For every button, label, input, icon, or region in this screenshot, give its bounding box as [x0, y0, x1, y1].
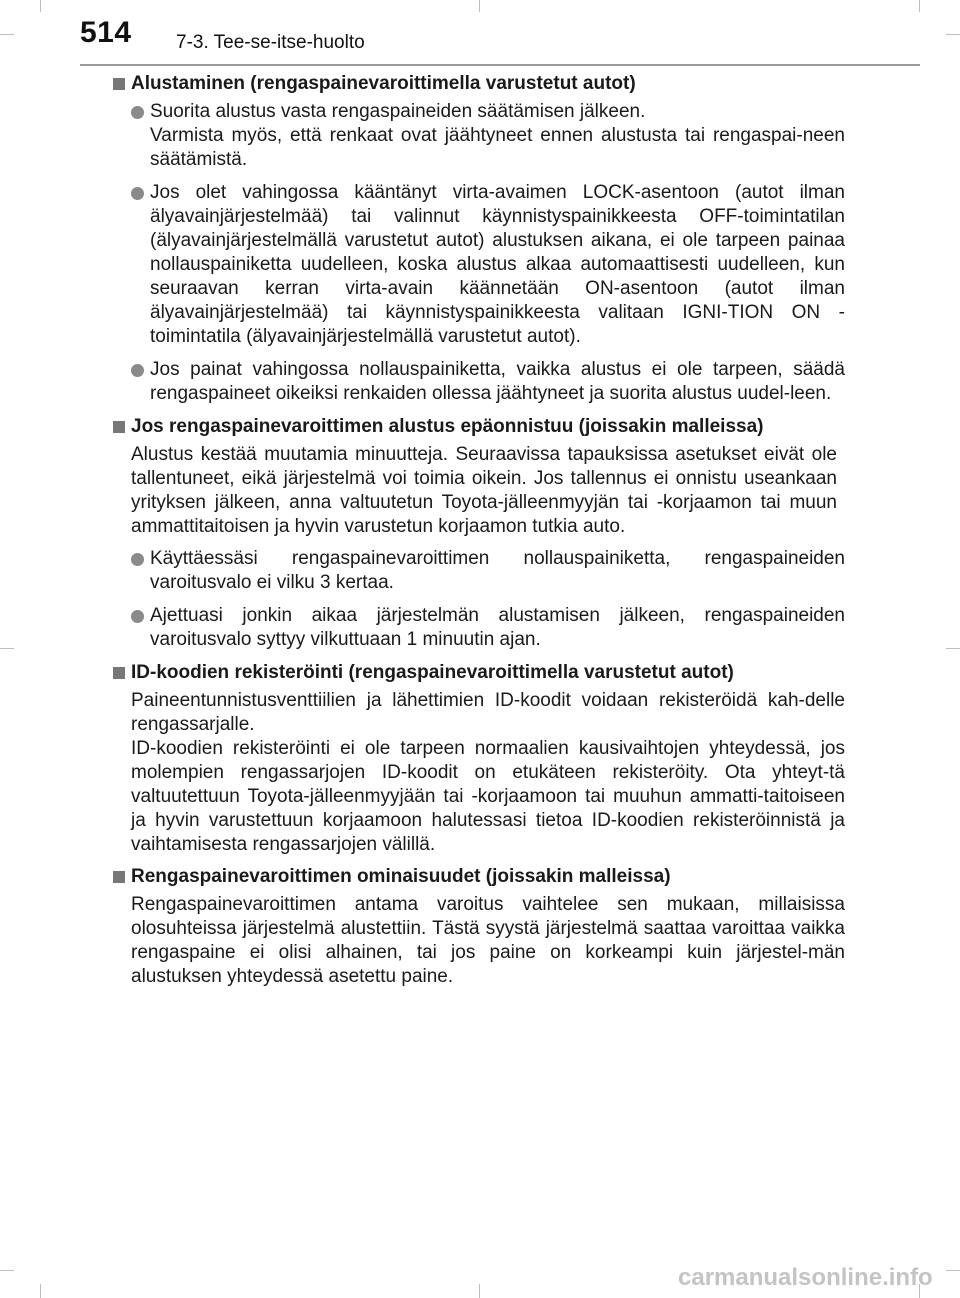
circle-bullet-icon: [131, 187, 144, 200]
header-rule: [80, 64, 920, 66]
paragraph-text: ID-koodien rekisteröinti ei ole tarpeen normaalien kausivaihtojen yhteydessä, jos molempien rengassarjojen ID-koodit on etukäteen rekisteröity. Ota yhteyt-tä valtuutettuun Toyota-jälleenmyyjään tai -korjaamoon tai muuhun ammatti-taitoiseen ja hyvin varustettuun korjaamoon halutessasi tietoa ID-koodien rekisteröinnistä ja vaihtamisesta rengassarjojen välillä.: [131, 738, 845, 855]
paragraph-text: Paineentunnistusventtiilien ja lähettimien ID-koodit voidaan rekisteröidä kah-delle rengassarjalle.: [131, 690, 845, 735]
bullet-text: Jos painat vahingossa nollauspainiketta, vaikka alustus ei ole tarpeen, säädä rengaspaineet oikeiksi renkaiden ollessa jäähtyneet ja suorita alustus uudel-leen.: [150, 359, 845, 404]
square-bullet-icon: [113, 421, 125, 433]
square-bullet-icon: [113, 871, 125, 883]
section-paragraph: [131, 689, 845, 857]
page-content: [110, 72, 845, 997]
list-item: [110, 604, 845, 652]
crop-mark: [40, 0, 41, 12]
crop-mark: [479, 1284, 480, 1298]
crop-mark: [919, 0, 920, 12]
section-heading: [110, 865, 845, 889]
circle-bullet-icon: [131, 364, 144, 377]
section-title: Jos rengaspainevaroittimen alustus epäonnistuu (joissakin malleissa): [131, 416, 764, 437]
section-paragraph: Rengaspainevaroittimen antama varoitus vaihtelee sen mukaan, millaisissa olosuhteissa järjestelmä alustettiin. Tästä syystä järjestelmä saattaa varoittaa vaikka rengaspaine ei olisi alhainen, tai jos paine on korkeampi kuin järjestel-män alustuksen yhteydessä asetettu paine.: [131, 894, 845, 987]
crop-mark: [0, 648, 14, 649]
section-warning-features: [110, 865, 845, 989]
crop-mark: [40, 1284, 41, 1298]
section-title: ID-koodien rekisteröinti (rengaspainevaroittimella varustetut autot): [131, 662, 734, 683]
section-paragraph: Alustus kestää muutamia minuutteja. Seuraavissa tapauksissa asetukset eivät ole tallentuneet, eikä järjestelmä voi toimia oikein. Jos tallennus ei onnistu useankaan yrityksen jälkeen, anna valtuutetun Toyota-jälleenmyyjän tai -korjaamon tai muun ammattitaitoisen ja hyvin varustetun korjaamon tutkia auto.: [131, 444, 837, 537]
bullet-text: Käyttäessäsi rengaspainevaroittimen nollauspainiketta, rengaspaineiden varoitusvalo ei vilku 3 kertaa.: [150, 548, 845, 593]
circle-bullet-icon: [131, 610, 144, 623]
square-bullet-icon: [113, 667, 125, 679]
section-heading: [110, 72, 845, 96]
crop-mark: [0, 34, 14, 35]
list-item: [110, 100, 845, 172]
crop-mark: [946, 648, 960, 649]
bullet-text: Ajettuasi jonkin aikaa järjestelmän alustamisen jälkeen, rengaspaineiden varoitusvalo syttyy vilkuttuaan 1 minuutin ajan.: [150, 605, 845, 650]
bullet-text: Jos olet vahingossa kääntänyt virta-avaimen LOCK-asentoon (autot ilman älyavainjärjestelmää) tai valinnut käynnistyspainikkeesta OFF-toimintatilan (älyavainjärjestelmällä varustetut autot) alustuksen aikana, ei ole tarpeen painaa nollauspainiketta uudelleen, koska alustus alkaa automaattisesti uudelleen, kun seuraavan kerran virta-avain käännetään ON-asentoon (autot ilman älyavainjärjestelmää) tai käynnistyspainikkeesta valitaan IGNI-TION ON -toimintatila (älyavainjärjestelmällä varustetut autot).: [150, 182, 845, 347]
list-item: [110, 358, 845, 406]
circle-bullet-icon: [131, 553, 144, 566]
section-heading: [110, 415, 845, 439]
watermark-link[interactable]: carmanualsonline.info: [678, 1264, 933, 1291]
section-title: Rengaspainevaroittimen ominaisuudet (joissakin malleissa): [131, 866, 671, 887]
chapter-title: 7-3. Tee-se-itse-huolto: [176, 32, 365, 53]
crop-mark: [479, 0, 480, 12]
section-initialization: [110, 72, 845, 406]
bullet-text: Varmista myös, että renkaat ovat jäähtyneet ennen alustusta tai rengaspai-neen säätämistä.: [150, 125, 845, 170]
section-title: Alustaminen (rengaspainevaroittimella varustetut autot): [131, 73, 636, 94]
section-heading: [110, 661, 845, 685]
section-init-failure: [110, 415, 845, 652]
crop-mark: [946, 34, 960, 35]
bullet-text: Suorita alustus vasta rengaspaineiden säätämisen jälkeen.: [150, 101, 646, 122]
crop-mark: [946, 1270, 960, 1271]
crop-mark: [0, 1270, 14, 1271]
list-item: [110, 181, 845, 349]
circle-bullet-icon: [131, 106, 144, 119]
page-number: 514: [80, 16, 132, 49]
list-item: [110, 547, 845, 595]
section-id-registration: [110, 661, 845, 857]
square-bullet-icon: [113, 78, 125, 90]
